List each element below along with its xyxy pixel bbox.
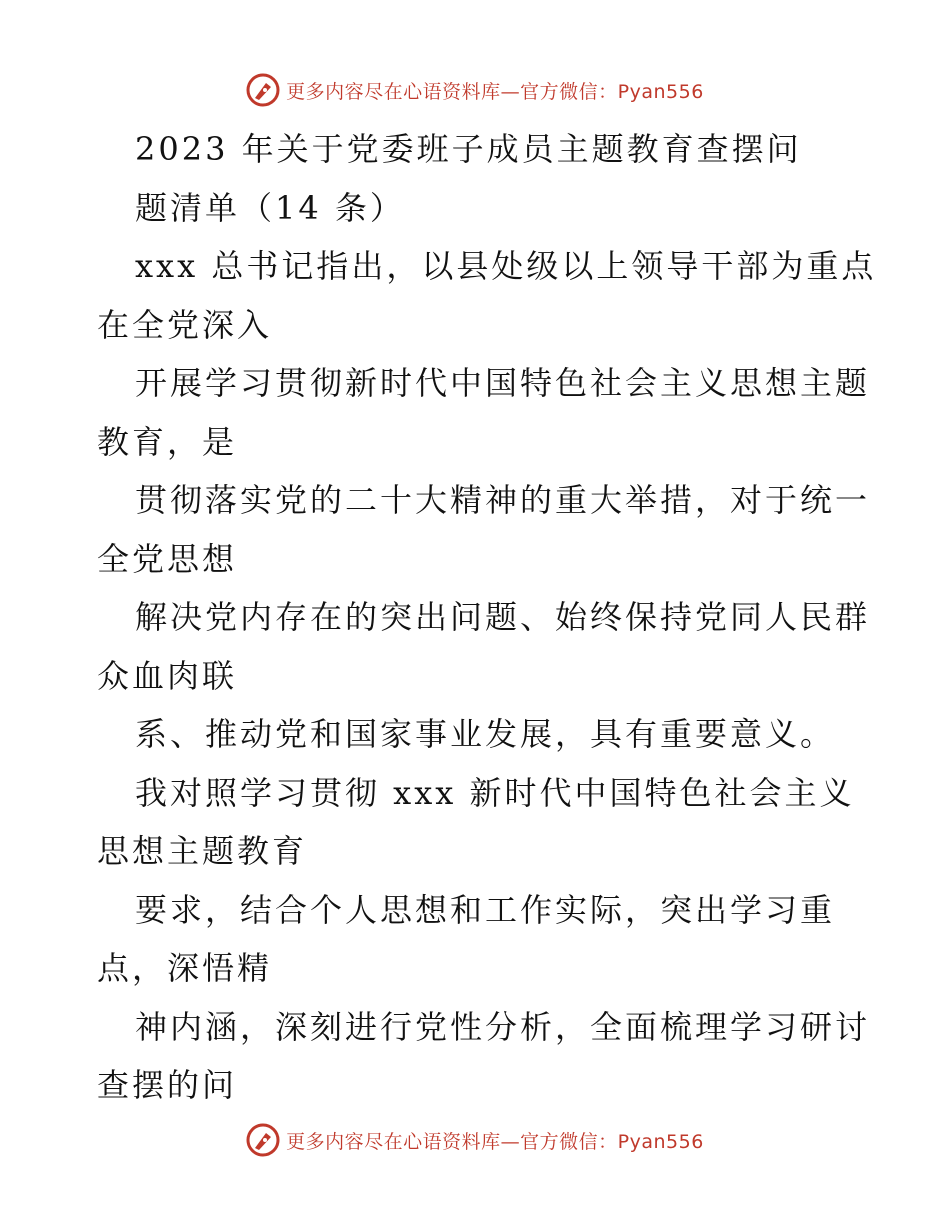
text-line: 神内涵，深刻进行党性分析，全面梳理学习研讨 (135, 1007, 871, 1046)
text-line: 要求，结合个人思想和工作实际，突出学习重 (135, 890, 836, 929)
text-line: 全党思想 (97, 539, 238, 578)
header-watermark (0, 70, 950, 110)
text-line: 系、推动党和国家事业发展，具有重要意义。 (135, 715, 836, 753)
text-line: 众血肉联 (97, 656, 238, 695)
footer-watermark (0, 1120, 950, 1160)
text-line: 教育，是 (97, 422, 238, 461)
text-line: 题清单（14 条） (135, 188, 405, 227)
text-line: 我对照学习贯彻 xxx 新时代中国特色社会主义 (135, 773, 855, 812)
wechat-id: Pyan556 (617, 1130, 704, 1153)
text-line: 贯彻落实党的二十大精神的重大举措，对于统一 (135, 481, 871, 519)
text-line: 点，深悟精 (97, 949, 273, 987)
text-line: 思想主题教育 (97, 832, 308, 870)
pen-nib-logo-icon (246, 1123, 280, 1157)
text-line: 在全党深入 (97, 305, 273, 344)
wechat-id: Pyan556 (617, 80, 704, 103)
watermark-text: 更多内容尽在心语资料库—官方微信：Pyan556 (286, 80, 704, 103)
text-line: 解决党内存在的突出问题、始终保持党同人民群 (135, 598, 871, 636)
text-line: 2023 年关于党委班子成员主题教育查摆问 (135, 130, 802, 168)
text-line: 查摆的问 (97, 1066, 238, 1104)
watermark-text: 更多内容尽在心语资料库—官方微信：Pyan556 (286, 1130, 704, 1153)
document-body (97, 120, 877, 1115)
text-line: 开展学习贯彻新时代中国特色社会主义思想主题 (135, 364, 871, 402)
pen-nib-logo-icon (246, 73, 280, 107)
text-line: xxx 总书记指出，以县处级以上领导干部为重点 (135, 247, 877, 285)
